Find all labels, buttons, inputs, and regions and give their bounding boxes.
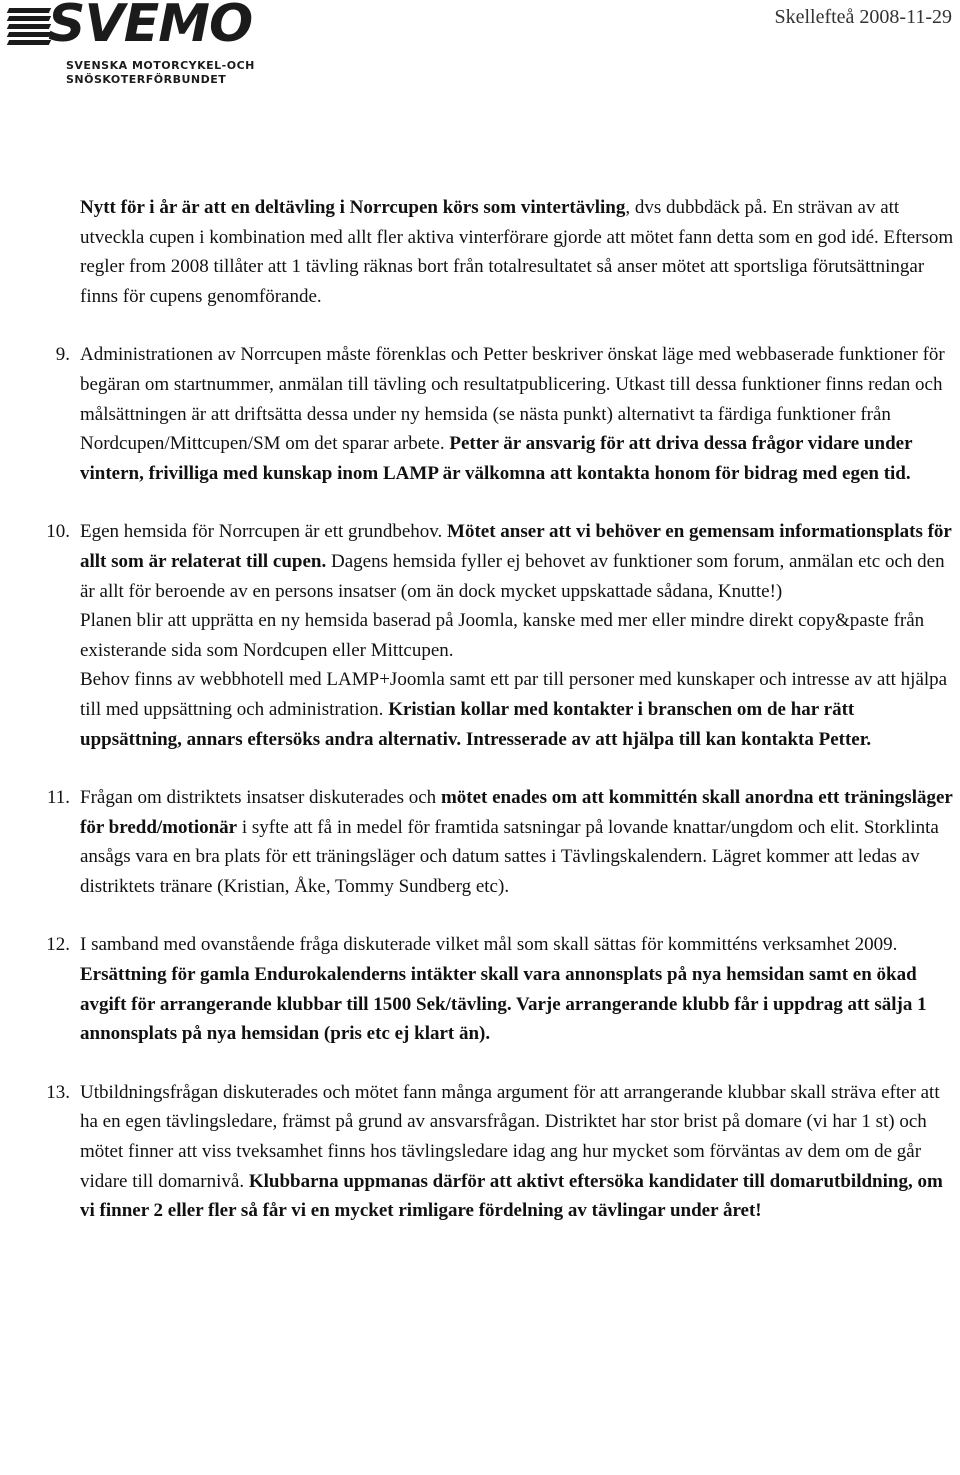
item-bold: Petter är ansvarig för att driva dessa frågor vidare under vintern, frivilliga med kunskap inom LAMP är välkomna att kontakta honom för bidrag med egen tid.: [80, 433, 913, 484]
item-number: 12.: [46, 934, 70, 956]
item-text: Egen hemsida för Norrcupen är ett grundbehov.: [80, 521, 448, 543]
logo-wordmark: SVEMO: [48, 0, 253, 54]
item-11: [0, 783, 960, 901]
item-number: 9.: [55, 344, 70, 366]
item-text: Frågan om distriktets insatser diskuterades och: [80, 787, 441, 809]
document-body: [0, 193, 960, 1255]
logo-tagline-1: SVENSKA MOTORCYKEL-OCH: [66, 59, 255, 72]
item-bold: mötet enades om att kommittén skall anordna ett träningsläger för bredd/motionär: [80, 787, 953, 838]
page-header: [0, 0, 960, 100]
item-text: Planen blir att upprätta en ny hemsida baserad på Joomla, kanske med mer eller mindre direkt copy&paste från existerande sida som Nordcupen eller Mittcupen.: [80, 610, 925, 661]
logo-tagline-2: SNÖSKOTERFÖRBUNDET: [66, 73, 227, 86]
item-text: I samband med ovanstående fråga diskuterade vilket mål som skall sättas för kommitténs verksamhet 2009.: [80, 934, 898, 956]
intro-paragraph: [0, 193, 960, 311]
item-bold: Ersättning för gamla Endurokalenderns intäkter skall vara annonsplats på nya hemsidan samt en ökad avgift för arrangerande klubbar till 1500 Sek/tävling. Varje arrangerande klubb får i uppdrag att sälja 1 annonsplats på nya hemsidan (pris etc ej klart än).: [80, 964, 927, 1045]
item-number: 10.: [46, 521, 70, 543]
item-text: Utbildningsfrågan diskuterades och mötet fann många argument för att arrangerande klubbar skall sträva efter att ha en egen tävlingsledare, främst på grund av ansvarsfrågan. Distriktet har stor brist på domare (vi har 1 st) och mötet finner att viss tveksamhet finns hos tävlingsledare idag ang hur mycket som förväntas av dem om de går vidare till domarnivå.: [80, 1081, 940, 1192]
item-13: [0, 1078, 960, 1226]
document-date: Skellefteå 2008-11-29: [774, 6, 952, 28]
item-text: Administrationen av Norrcupen måste förenklas och Petter beskriver önskat läge med webbaserade funktioner för begäran om startnummer, anmälan till tävling och resultatpublicering. Utkast till dessa funktioner finns redan och målsättningen är att driftsätta dessa under ny hemsida (se nästa punkt) alternativt ta färdiga funktioner från Nordcupen/Mittcupen/SM om det sparar arbete.: [80, 344, 945, 455]
svemo-logo: [8, 2, 258, 90]
item-12: [0, 930, 960, 1048]
item-text: i syfte att få in medel för framtida satsningar på lovande knattar/ungdom och elit. Storklinta ansågs vara en bra plats för ett träningsläger och datum sattes i Tävlingskalendern. Lägret kommer att ledas av distriktets tränare (Kristian, Åke, Tommy Sundberg etc).: [80, 816, 939, 897]
item-number: 13.: [46, 1081, 70, 1103]
item-bold: Klubbarna uppmanas därför att aktivt eftersöka kandidater till domarutbildning, om vi finner 2 eller fler så får vi en mycket rimligare fördelning av tävlingar under året!: [80, 1170, 943, 1222]
item-text: Dagens hemsida fyller ej behovet av funktioner som forum, anmälan etc och den är allt för beroende av en persons insatser (om än dock mycket uppskattade sådana, Knutte!): [80, 550, 945, 602]
logo-speed-stripes: [8, 8, 50, 48]
item-bold: Kristian kollar med kontakter i branschen om de har rätt uppsättning, annars eftersöks andra alternativ. Intresserade av att hjälpa till kan kontakta Petter.: [80, 698, 872, 750]
item-bold: Mötet anser att vi behöver en gemensam informationsplats för allt som är relaterat till cupen.: [80, 521, 952, 572]
intro-bold: Nytt för i år är att en deltävling i Norrcupen körs som vintertävling: [80, 197, 626, 218]
item-9: [0, 340, 960, 488]
intro-text: , dvs dubbdäck på. En strävan av att utveckla cupen i kombination med allt fler aktiva vinterförare gjorde att mötet fann detta som en god idé. Eftersom regler from 2008 tillåter att 1 tävling räknas bort från totalresultatet så anser mötet att sportsliga förutsättningar finns för cupens genomförande.: [80, 197, 954, 307]
item-10: [0, 517, 960, 754]
item-text: Behov finns av webbhotell med LAMP+Joomla samt ett par till personer med kunskaper och intresse av att hjälpa till med uppsättning och administration.: [80, 669, 948, 720]
item-number: 11.: [46, 787, 70, 809]
